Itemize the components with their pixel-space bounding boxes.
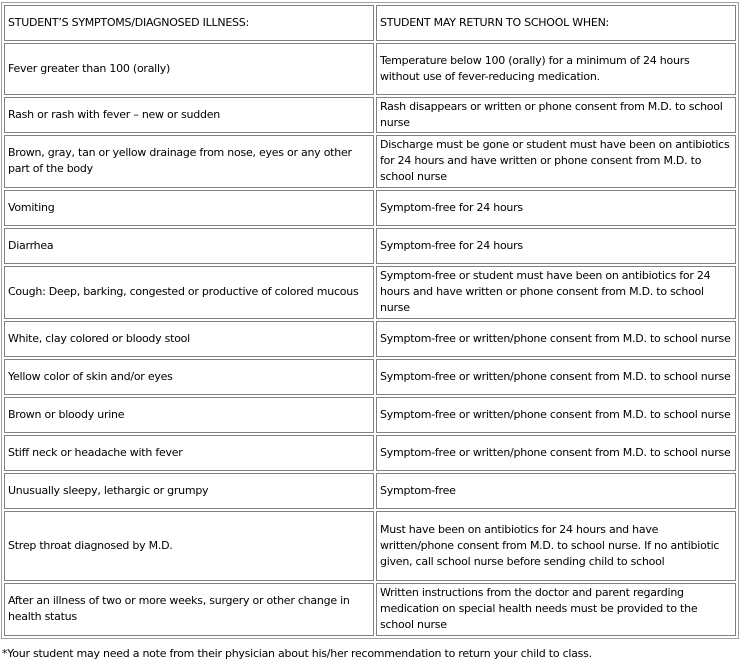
table-row xyxy=(4,473,736,509)
symptom-cell: Stiff neck or headache with fever xyxy=(4,435,374,471)
return-cell: Symptom-free or written/phone consent from M.D. to school nurse xyxy=(376,359,736,395)
table-row xyxy=(4,228,736,264)
table-row xyxy=(4,397,736,433)
return-cell: Rash disappears or written or phone consent from M.D. to school nurse xyxy=(376,97,736,133)
return-cell: Symptom-free xyxy=(376,473,736,509)
symptom-cell: Unusually sleepy, lethargic or grumpy xyxy=(4,473,374,509)
symptom-cell: White, clay colored or bloody stool xyxy=(4,321,374,357)
table-row xyxy=(4,435,736,471)
symptom-cell: Yellow color of skin and/or eyes xyxy=(4,359,374,395)
table-row xyxy=(4,43,736,95)
return-cell: Symptom-free for 24 hours xyxy=(376,190,736,226)
return-cell: Must have been on antibiotics for 24 hours and have written/phone consent from M.D. to school nurse. If no antibiotic given, call school nurse before sending child to school xyxy=(376,511,736,581)
symptom-cell: Diarrhea xyxy=(4,228,374,264)
return-cell: Symptom-free or written/phone consent from M.D. to school nurse xyxy=(376,397,736,433)
return-cell: Symptom-free for 24 hours xyxy=(376,228,736,264)
table-row xyxy=(4,135,736,188)
footnote: *Your student may need a note from their physician about his/her recommendation to return your child to class. xyxy=(2,647,592,660)
return-cell: Symptom-free or written/phone consent from M.D. to school nurse xyxy=(376,321,736,357)
table-row xyxy=(4,97,736,133)
symptom-cell: Strep throat diagnosed by M.D. xyxy=(4,511,374,581)
return-to-school-table xyxy=(1,2,739,639)
return-cell: Discharge must be gone or student must have been on antibiotics for 24 hours and have written or phone consent from M.D. to school nurse xyxy=(376,135,736,188)
table-row xyxy=(4,359,736,395)
symptom-cell: Brown, gray, tan or yellow drainage from nose, eyes or any other part of the body xyxy=(4,135,374,188)
symptom-cell: After an illness of two or more weeks, surgery or other change in health status xyxy=(4,583,374,636)
header-symptoms: STUDENT’S SYMPTOMS/DIAGNOSED ILLNESS: xyxy=(4,5,374,41)
return-cell: Temperature below 100 (orally) for a minimum of 24 hours without use of fever-reducing medication. xyxy=(376,43,736,95)
header-return: STUDENT MAY RETURN TO SCHOOL WHEN: xyxy=(376,5,736,41)
return-cell: Symptom-free or student must have been on antibiotics for 24 hours and have written or phone consent from M.D. to school nurse xyxy=(376,266,736,319)
symptom-cell: Rash or rash with fever – new or sudden xyxy=(4,97,374,133)
return-cell: Symptom-free or written/phone consent from M.D. to school nurse xyxy=(376,435,736,471)
symptom-cell: Cough: Deep, barking, congested or productive of colored mucous xyxy=(4,266,374,319)
return-cell: Written instructions from the doctor and parent regarding medication on special health needs must be provided to the school nurse xyxy=(376,583,736,636)
symptom-cell: Fever greater than 100 (orally) xyxy=(4,43,374,95)
table-row xyxy=(4,266,736,319)
table-row xyxy=(4,190,736,226)
symptom-cell: Vomiting xyxy=(4,190,374,226)
table-row xyxy=(4,511,736,581)
illness-table xyxy=(2,3,738,638)
table-header-row xyxy=(4,5,736,41)
table-row xyxy=(4,583,736,636)
table-row xyxy=(4,321,736,357)
symptom-cell: Brown or bloody urine xyxy=(4,397,374,433)
